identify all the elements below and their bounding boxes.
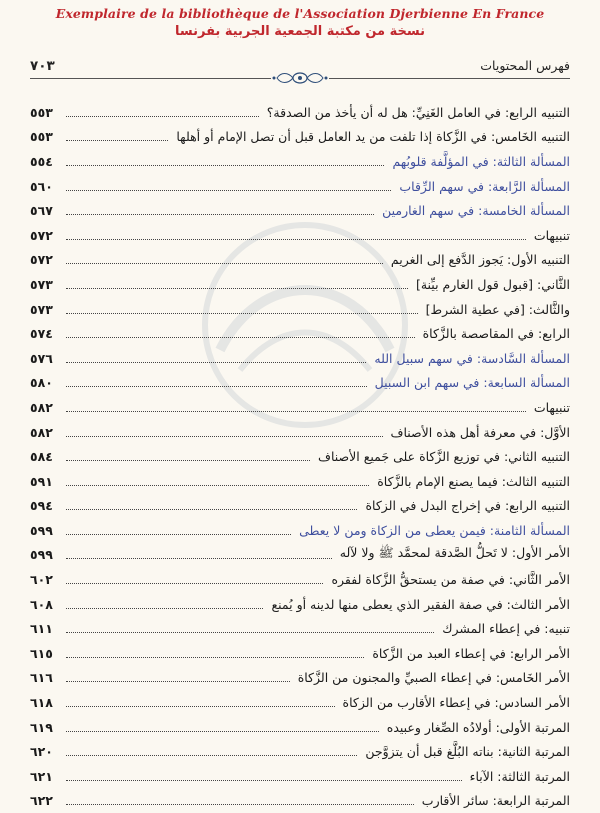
toc-entry-title: الثَّاني: [قبول قول الغارم بيِّنة] — [415, 276, 570, 292]
toc-entry-title: الأمر الثَّاني: في صفة من يستحقُّ الزَّكاة لفقره — [331, 572, 570, 588]
dot-leader — [66, 780, 462, 781]
dot-leader — [66, 239, 526, 240]
dot-leader — [66, 706, 335, 707]
dot-leader — [66, 632, 434, 633]
running-head-title: فهرس المحتويات — [480, 58, 570, 73]
toc-entry-page: ٥٥٤ — [30, 153, 53, 169]
toc-entry-page: ٥٧٣ — [30, 276, 53, 292]
toc-entry — [30, 198, 570, 223]
toc-entry-title: الأوَّل: في معرفة أهل هذه الأصناف — [390, 424, 570, 440]
toc-entry — [30, 248, 570, 273]
toc-entry-page: ٦١٨ — [30, 695, 53, 711]
toc-entry-page: ٥٩١ — [30, 473, 53, 489]
toc-entry-title: التنبيه الخَامس: في الزَّكاة إذا تلفت من يد العامل قبل أن تصل الإمام أو أهلها — [176, 129, 570, 145]
toc-entry — [30, 543, 570, 568]
dot-leader — [66, 460, 310, 461]
toc-entry-page: ٦٠٨ — [30, 596, 53, 612]
toc-entry-page: ٥٧٢ — [30, 227, 53, 243]
toc-entry — [30, 641, 570, 666]
dot-leader — [66, 263, 383, 264]
toc-entry-page: ٥٨٤ — [30, 449, 53, 465]
toc-entry-page: ٦٠٢ — [30, 572, 53, 588]
dot-leader — [66, 362, 366, 363]
dot-leader — [66, 386, 367, 387]
toc-entry-title: تنبيهات — [533, 399, 570, 415]
dot-leader — [66, 313, 418, 314]
dot-leader — [66, 534, 291, 535]
toc-entry — [30, 789, 570, 813]
toc-entry-title: المسألة الرَّابعة: في سهم الرِّقاب — [399, 178, 570, 194]
toc-entry-page: ٥٨٠ — [30, 375, 53, 391]
toc-entry — [30, 174, 570, 199]
dot-leader — [66, 731, 379, 732]
toc-entry — [30, 149, 570, 174]
toc-entry — [30, 592, 570, 617]
toc-entry-title: المرتبة الثانية: بناته البُلَّغ قبل أن يتزوَّجن — [365, 744, 570, 760]
library-stamp-french: Exemplaire de la bibliothèque de l'Association Djerbienne En France — [55, 6, 545, 21]
toc-entry — [30, 444, 570, 469]
dot-leader — [66, 608, 263, 609]
toc-entry-title: المرتبة الرابعة: سائر الأقارب — [421, 793, 570, 809]
dot-leader — [66, 411, 526, 412]
toc-entry-title: المرتبة الأولى: أولادُه الصِّغار وعبيده — [386, 719, 570, 735]
toc-entry-title: الرابع: في المقاصصة بالزَّكاة — [422, 326, 570, 342]
toc-entry-page: ٥٥٣ — [30, 104, 53, 120]
toc-entry-title: الأمر السادس: في إعطاء الأقارب من الزكاة — [342, 695, 570, 711]
toc-entry-title: تنبيه: في إعطاء المشرك — [442, 621, 570, 637]
toc-entry-title: التنبيه الأول: يَجوز الدَّفع إلى الغريم — [390, 252, 570, 268]
toc-entry-page: ٥٩٩ — [30, 547, 53, 563]
toc-entry-page: ٥٧٢ — [30, 252, 53, 268]
dot-leader — [66, 583, 323, 584]
toc-entry — [30, 223, 570, 248]
library-stamp-arabic: نسخة من مكتبة الجمعية الجربية بفرنسا — [175, 24, 425, 39]
toc-entry — [30, 272, 570, 297]
toc-entry-title: المرتبة الثالثة: الآباء — [469, 768, 570, 784]
toc-entry — [30, 494, 570, 519]
dot-leader — [66, 436, 383, 437]
toc-entry-page: ٦١٩ — [30, 719, 53, 735]
toc-entry-title: والثَّالث: [في عطية الشرط] — [425, 301, 570, 317]
dot-leader — [66, 165, 384, 166]
dot-leader — [66, 288, 408, 289]
toc-entry-title: المسألة الثامنة: فيمن يعطى من الزكاة ومن لا يعطى — [299, 522, 570, 538]
toc-entry-title: تنبيهات — [533, 227, 570, 243]
page-number: ٧٠٣ — [30, 58, 55, 74]
toc-entry-page: ٥٧٤ — [30, 326, 53, 342]
toc-entry-page: ٥٨٢ — [30, 399, 53, 415]
toc-entry-title: المسألة السَّادسة: في سهم سبيل الله — [374, 350, 570, 366]
toc-entry-title: الأمر الثالث: في صفة الفقير الذي يعطى منها لدينه أو يُمنع — [271, 596, 570, 612]
toc-entry-page: ٥٨٢ — [30, 424, 53, 440]
toc-entry — [30, 518, 570, 543]
toc-entry — [30, 371, 570, 396]
toc-entry-title: المسألة الخامسة: في سهم الغارمين — [382, 203, 570, 219]
toc-entry — [30, 297, 570, 322]
toc-entry-title: الأمر الرابع: في إعطاء العبد من الزَّكاة — [372, 645, 570, 661]
toc-entry — [30, 715, 570, 740]
toc-entry-title: التنبيه الرابع: في العامل الغَنِيِّ: هل له أن يأخذ من الصدقة؟ — [266, 104, 570, 120]
toc-entry — [30, 346, 570, 371]
toc-entry-page: ٦١٦ — [30, 670, 53, 686]
dot-leader — [66, 337, 415, 338]
toc-entry-page: ٦٢٢ — [30, 793, 53, 809]
toc-entry-page: ٦٢١ — [30, 768, 53, 784]
toc-entry — [30, 616, 570, 641]
dot-leader — [66, 116, 259, 117]
toc-entry — [30, 739, 570, 764]
toc-entry-page: ٥٥٣ — [30, 129, 53, 145]
toc-entry — [30, 420, 570, 445]
toc-entry-page: ٥٧٦ — [30, 350, 53, 366]
toc-entry-page: ٥٩٩ — [30, 522, 53, 538]
toc-entry — [30, 469, 570, 494]
toc-entry — [30, 100, 570, 125]
toc-entry-title: المسألة الثالثة: في المؤلَّفة قلوبُهم — [392, 153, 570, 169]
toc-entry-page: ٥٦٠ — [30, 178, 53, 194]
toc-entry-title: التنبيه الثاني: في توزيع الزَّكاة على جَميع الأصناف — [318, 449, 570, 465]
toc-entry — [30, 690, 570, 715]
toc-entry-page: ٥٦٧ — [30, 203, 53, 219]
toc-entry — [30, 125, 570, 150]
dot-leader — [66, 558, 332, 559]
toc-entry — [30, 395, 570, 420]
toc-entry-page: ٦٢٠ — [30, 744, 53, 760]
toc-entry-page: ٥٩٤ — [30, 498, 53, 514]
toc-entry-title: الأمر الخَامس: في إعطاء الصبيِّ والمجنون من الزَّكاة — [297, 670, 570, 686]
ornament-icon — [271, 70, 329, 86]
table-of-contents — [30, 100, 570, 813]
dot-leader — [66, 681, 290, 682]
toc-entry-page: ٥٧٣ — [30, 301, 53, 317]
toc-entry-title: التنبيه الرابع: في إخراج البدل في الزكاة — [365, 498, 570, 514]
toc-entry — [30, 567, 570, 592]
dot-leader — [66, 657, 364, 658]
toc-entry — [30, 764, 570, 789]
dot-leader — [66, 804, 414, 805]
toc-entry — [30, 666, 570, 691]
dot-leader — [66, 485, 369, 486]
toc-entry — [30, 321, 570, 346]
toc-entry-page: ٦١٥ — [30, 645, 53, 661]
dot-leader — [66, 140, 168, 141]
dot-leader — [66, 755, 357, 756]
dot-leader — [66, 509, 357, 510]
toc-entry-title: التنبيه الثالث: فيما يصنع الإمام بالزَّكاة — [377, 473, 570, 489]
toc-entry-title: الأمر الأول: لا تَحلُّ الصَّدقة لمحمَّد ﷺ ولا لآله — [339, 545, 570, 561]
toc-entry-title: المسألة السابعة: في سهم ابن السبيل — [374, 375, 570, 391]
toc-entry-page: ٦١١ — [30, 621, 53, 637]
dot-leader — [66, 214, 374, 215]
dot-leader — [66, 190, 391, 191]
